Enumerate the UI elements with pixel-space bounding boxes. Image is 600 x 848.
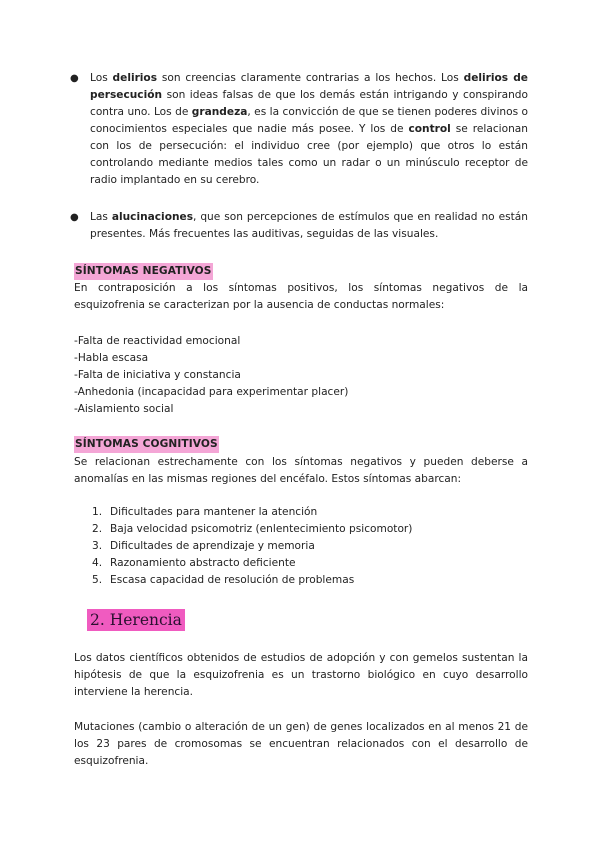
text-span: son creencias claramente contrarias a los hechos. Los <box>157 72 464 84</box>
bold-term: alucinaciones <box>111 211 194 223</box>
heading-herencia: 2. Herencia <box>87 609 185 631</box>
list-item: -Falta de iniciativa y constancia <box>74 369 241 381</box>
list-number: 2. <box>92 523 103 535</box>
list-item <box>92 572 412 589</box>
list-text: Baja velocidad psicomotriz (enlentecimiento psicomotor) <box>110 523 413 535</box>
list-item: -Aislamiento social <box>74 403 174 415</box>
text-span: Las <box>90 211 112 223</box>
heading-sintomas-cognitivos: SÍNTOMAS COGNITIVOS <box>74 436 219 453</box>
herencia-para-2: Mutaciones (cambio o alteración de un gen) de genes localizados en al menos 21 de los 23 pares de cromosomas se encuentran relacionados con el desarrollo de esquizofrenia. <box>74 721 528 767</box>
list-text: Razonamiento abstracto deficiente <box>110 557 296 569</box>
list-number: 4. <box>92 557 103 569</box>
list-number: 3. <box>92 540 103 552</box>
list-item <box>92 555 412 572</box>
list-text: Dificultades para mantener la atención <box>110 506 318 518</box>
negativos-list <box>74 333 528 418</box>
cognitivos-intro: Se relacionan estrechamente con los síntomas negativos y pueden deberse a anomalías en las mismas regiones del encéfalo. Estos síntomas abarcan: <box>74 456 528 485</box>
bold-term: control <box>408 123 451 135</box>
bullet-alucinaciones <box>70 209 528 243</box>
text-span: , que son percepciones de estímulos que en realidad no están presentes. Más frecuentes las auditivas, seguidas de las visuales. <box>90 211 528 240</box>
text-span: , es la convicción de que se tienen poderes divinos o conocimientos especiales que nadie más posee. Y los de <box>90 106 529 135</box>
text-span: Los <box>90 72 113 84</box>
bold-term: delirios de persecución <box>90 72 528 101</box>
negativos-intro: En contraposición a los síntomas positivos, los síntomas negativos de la esquizofrenia se caracterizan por la ausencia de conductas normales: <box>74 282 528 311</box>
text-span: son ideas falsas de que los demás están intrigando y conspirando contra uno. Los de <box>90 89 528 118</box>
list-item <box>92 521 412 538</box>
bold-term: grandeza <box>191 106 248 118</box>
list-item <box>92 504 412 521</box>
list-item: -Anhedonia (incapacidad para experimentar placer) <box>74 386 349 398</box>
list-item <box>92 538 412 555</box>
list-text: Escasa capacidad de resolución de problemas <box>110 574 355 586</box>
cognitivos-list <box>92 504 412 589</box>
heading-sintomas-negativos: SÍNTOMAS NEGATIVOS <box>74 263 213 280</box>
text-span: se relacionan con los de persecución: el individuo cree (por ejemplo) que otros lo están controlando mediante medios tales como un radar o un minúsculo receptor de radio implantado en su cerebro. <box>90 123 528 186</box>
herencia-para-1: Los datos científicos obtenidos de estudios de adopción y con gemelos sustentan la hipótesis de que la esquizofrenia es un trastorno biológico en cuyo desarrollo interviene la herencia. <box>74 652 528 698</box>
list-item: -Habla escasa <box>74 352 149 364</box>
list-number: 1. <box>92 506 103 518</box>
bullet-icon: ● <box>70 73 79 84</box>
list-text: Dificultades de aprendizaje y memoria <box>110 540 315 552</box>
list-number: 5. <box>92 574 103 586</box>
bullet-icon: ● <box>70 212 79 223</box>
list-item: -Falta de reactividad emocional <box>74 335 241 347</box>
bold-term: delirios <box>112 72 158 84</box>
bullet-delirios <box>70 70 529 189</box>
